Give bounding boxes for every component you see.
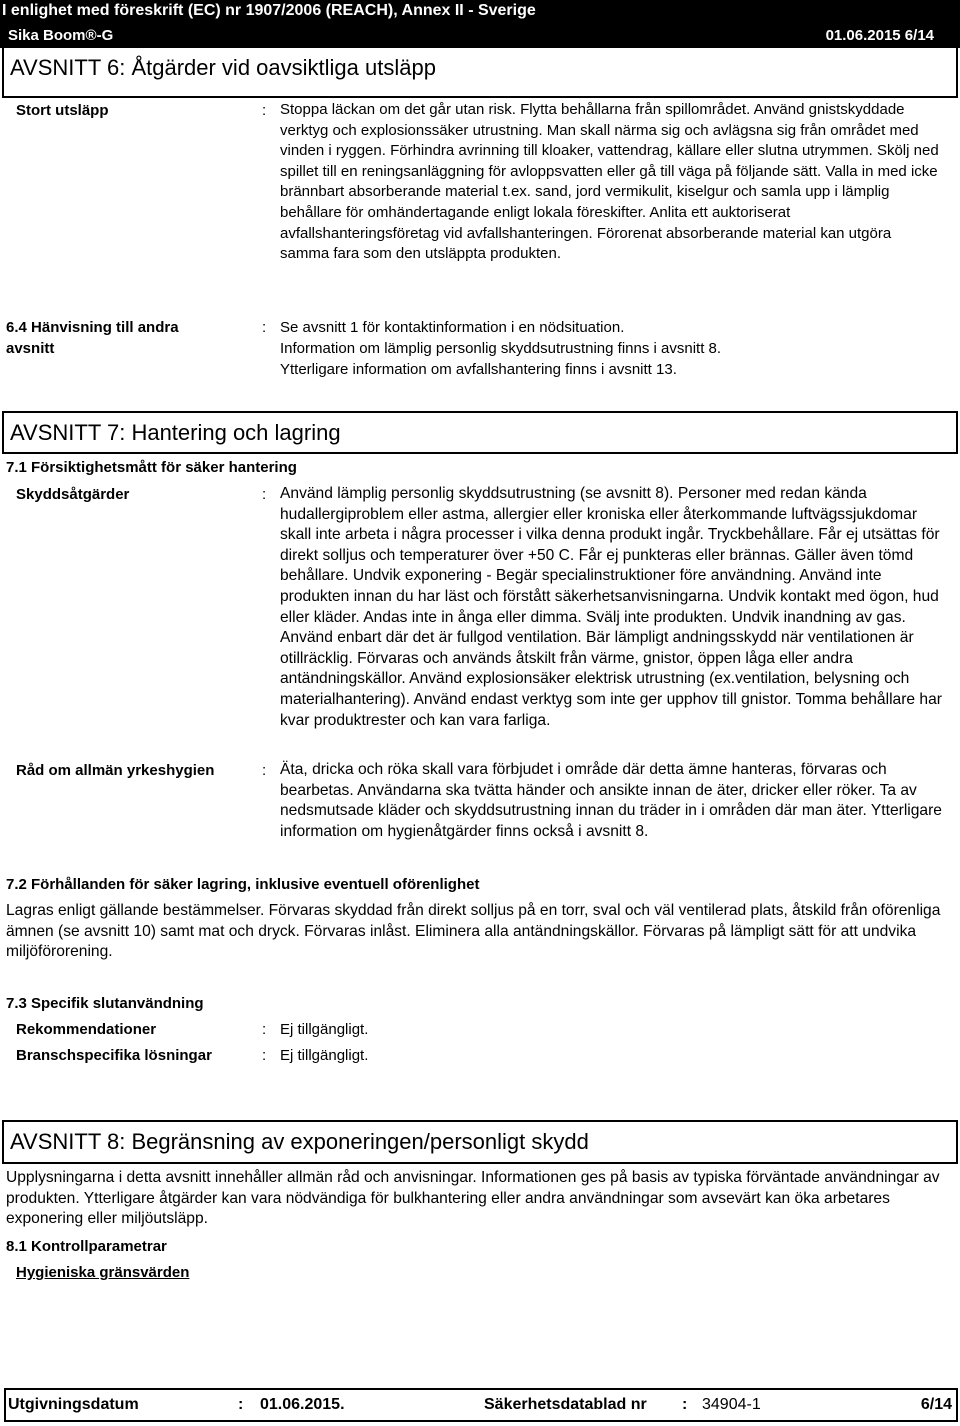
subsection-7-1: 7.1 Försiktighetsmått för säker hantering	[6, 459, 297, 476]
ref-line-3: Ytterligare information om avfallshantering finns i avsnitt 13.	[280, 361, 677, 378]
large-spill-label: Stort utsläpp	[16, 102, 109, 119]
recommendations-value: Ej tillgängligt.	[280, 1021, 369, 1038]
colon: :	[262, 1021, 267, 1038]
issue-date-value: 01.06.2015.	[260, 1396, 345, 1413]
subsection-7-2: 7.2 Förhållanden för säker lagring, inklusive eventuell oförenlighet	[6, 876, 480, 893]
issue-date-label: Utgivningsdatum	[8, 1396, 139, 1413]
ref-line-2: Information om lämplig personlig skyddsutrustning finns i avsnitt 8.	[280, 340, 722, 357]
sds-number-label: Säkerhetsdatablad nr	[484, 1396, 647, 1413]
product-name: Sika Boom®-G	[8, 27, 114, 44]
ref-line-1: Se avsnitt 1 för kontaktinformation i en nödsituation.	[280, 319, 625, 336]
sds-number-value: 34904-1	[702, 1396, 761, 1413]
document-header	[0, 0, 960, 48]
colon: :	[262, 762, 267, 779]
industry-label: Branschspecifika lösningar	[16, 1047, 212, 1064]
section-7-title: AVSNITT 7: Hantering och lagring	[2, 411, 958, 454]
date-page: 01.06.2015 6/14	[825, 27, 934, 44]
protective-measures-text: Använd lämplig personlig skyddsutrustning (se avsnitt 8). Personer med redan kända hudallergiproblem eller astma, allergier eller kroniska eller återkommande luftvägssjukdomar skall inte arbeta i några processer i vilka denna produkt ingår. Tryckbehållare. Får ej utsättas för direkt solljus och temperaturer över +50 C. Får ej punkteras eller brännas. Gäller även tömd behållare. Undvik exponering - Begär specialinstruktioner före användning. Använd inte produkten innan du har läst och förstått säkerhetsanvisningarna. Undvik kontakt med ögon, hud eller kläder. Andas inte in ånga eller dimma. Svälj inte produkten. Undvik inandning av gas. Använd enbart där det är fullgod ventilation. Bär lämpligt andningsskydd när ventilationen är otillräcklig. Förvaras och används åtskilt från värme, gnistor, öppen låga eller andra antändningskällor. Använd explosionsäker elektrisk utrustning (ex.ventilation, belysning och materialhantering). Använd endast verktyg som inte ger upphov till gnistor. Tomma behållare har kvar produktrester och kan vara farliga.	[280, 485, 942, 729]
document-footer	[4, 1388, 958, 1422]
subsection-7-3: 7.3 Specifik slutanvändning	[6, 995, 204, 1012]
section-6-title: AVSNITT 6: Åtgärder vid oavsiktliga utsläpp	[2, 48, 958, 98]
ref-label-line1: 6.4 Hänvisning till andra	[6, 319, 179, 336]
recommendations-label: Rekommendationer	[16, 1021, 157, 1038]
hygiene-label: Råd om allmän yrkeshygien	[16, 762, 215, 779]
section-8-intro: Upplysningarna i detta avsnitt innehåller allmän råd och anvisningar. Informationen ges på basis av typiska förväntade användningar av produkten. Ytterligare åtgärder kan vara nödvändiga för bulkhantering eller andra användningar som avsevärt kan öka arbetares exponering eller miljöutsläpp.	[6, 1169, 940, 1228]
ref-label-line2: avsnitt	[6, 340, 55, 357]
section-8-title: AVSNITT 8: Begränsning av exponeringen/personligt skydd	[2, 1120, 958, 1164]
colon: :	[262, 1047, 267, 1064]
colon: :	[262, 486, 267, 503]
large-spill-text: Stoppa läckan om det går utan risk. Flytta behållarna från spillområdet. Använd gnistskyddade verktyg och explosionssäker utrustning. Man skall närma sig och avlägsna sig från området med vinden i ryggen. Förhindra avrinning till kloaker, vattendrag, källare eller slutna utrymmen. Skölj ned spillet till en reningsanläggning för avloppsvatten eller gå till väga på följande sätt. Valla in med icke brännbart absorberande material t.ex. sand, jord vermikulit, kiselgur och samla upp i lämplig behållare för omhändertagande enligt lokala föreskifter. Anlita ett auktoriserat avfallshanteringsföretag vid avfallshanteringen. Förorenat absorberande material kan utgöra samma fara som den utsläppta produkten.	[280, 101, 939, 263]
storage-text: Lagras enligt gällande bestämmelser. Förvaras skyddad från direkt solljus på en torr, sval och väl ventilerad plats, åtskild från oförenliga ämnen (se avsnitt 10) samt mat och dryck. Förvaras inlåst. Eliminera alla antändningskällor. Förvaras på lämpligt sätt för att undvika miljöförorening.	[6, 902, 941, 961]
colon: :	[682, 1396, 688, 1413]
page-number: 6/14	[920, 1396, 952, 1413]
regulation-title: I enlighet med föreskrift (EC) nr 1907/2006 (REACH), Annex II - Sverige	[2, 2, 536, 19]
subsection-8-1: 8.1 Kontrollparametrar	[6, 1238, 167, 1255]
colon: :	[262, 102, 267, 119]
hygiene-limits-link[interactable]: Hygieniska gränsvärden	[16, 1264, 190, 1281]
hygiene-text: Äta, dricka och röka skall vara förbjudet i område där detta ämne hanteras, förvaras och bearbetas. Användarna ska tvätta händer och ansikte innan de äter, dricker eller röker. Ta av nedsmutsade kläder och skyddsutrustning innan du träder in i områden där man äter. Ytterligare information om hygienåtgärder finns också i avsnitt 8.	[280, 761, 942, 840]
industry-value: Ej tillgängligt.	[280, 1047, 369, 1064]
protective-measures-label: Skyddsåtgärder	[16, 486, 130, 503]
colon: :	[262, 319, 267, 336]
colon: :	[238, 1396, 244, 1413]
